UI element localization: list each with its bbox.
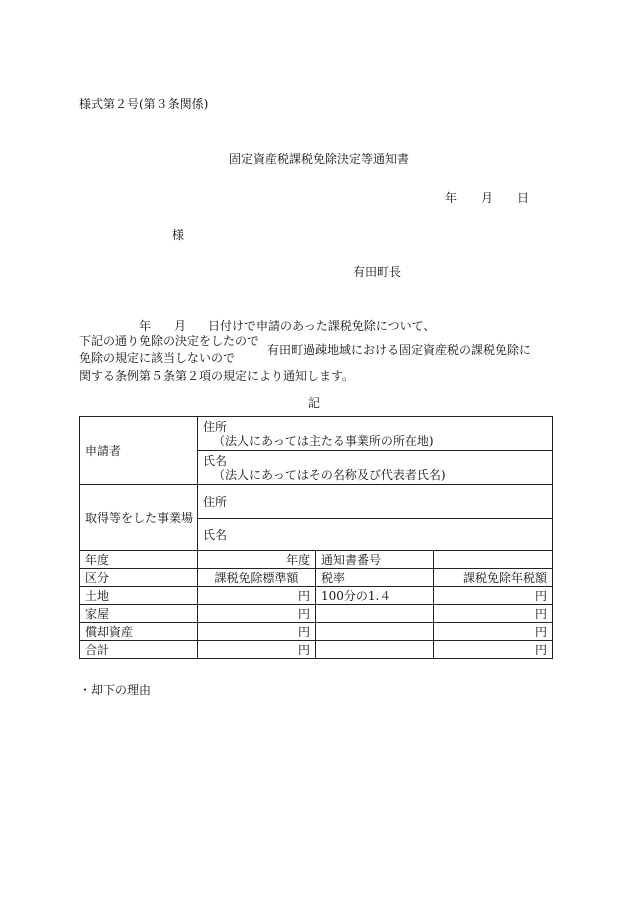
site-label: 取得等をした事業場 bbox=[80, 485, 198, 551]
row-rate: 100分の1.４ bbox=[316, 587, 434, 605]
site-address-row bbox=[80, 485, 553, 519]
annual-amount-label: 課税免除年税額 bbox=[434, 569, 553, 587]
tax-rate-label: 税率 bbox=[316, 569, 434, 587]
row-unit-standard: 円 bbox=[198, 605, 316, 623]
fiscal-year-unit: 年度 bbox=[198, 551, 316, 569]
standard-amount-label: 課税免除標準額 bbox=[198, 569, 316, 587]
applicant-name-note: （法人にあってはその名称及び代表者氏名) bbox=[213, 467, 446, 482]
applicant-name-label: 氏名 bbox=[203, 453, 228, 468]
body-option-rejected: 免除の規定に該当しないので bbox=[79, 351, 236, 365]
row-rate bbox=[316, 623, 434, 641]
row-label: 償却資産 bbox=[80, 623, 198, 641]
document-title: 固定資産税課税免除決定等通知書 bbox=[229, 152, 410, 166]
site-address-label: 住所 bbox=[198, 485, 553, 519]
ki-heading: 記 bbox=[308, 396, 321, 410]
row-label: 合計 bbox=[80, 641, 198, 659]
row-unit-standard: 円 bbox=[198, 641, 316, 659]
row-unit-annual: 円 bbox=[434, 641, 553, 659]
row-label: 家屋 bbox=[80, 605, 198, 623]
row-rate bbox=[316, 605, 434, 623]
row-unit-annual: 円 bbox=[434, 623, 553, 641]
applicant-label: 申請者 bbox=[80, 417, 198, 485]
date-year: 年 bbox=[445, 191, 458, 205]
row-rate bbox=[316, 641, 434, 659]
applicant-address-label: 住所 bbox=[203, 419, 228, 434]
body-line1: 日付けで申請のあった課税免除について、 bbox=[208, 319, 436, 333]
rejection-reason: ・却下の理由 bbox=[79, 683, 152, 697]
applicant-address-row bbox=[80, 417, 553, 451]
date-day: 日 bbox=[517, 191, 530, 205]
table-row bbox=[80, 623, 553, 641]
table-row bbox=[80, 605, 553, 623]
date-month: 月 bbox=[481, 191, 494, 205]
row-unit-annual: 円 bbox=[434, 605, 553, 623]
form-number: 様式第２号(第３条関係) bbox=[79, 97, 209, 111]
applicant-name-cell bbox=[198, 451, 553, 485]
header-row bbox=[80, 569, 553, 587]
addressee-suffix: 様 bbox=[172, 228, 185, 242]
row-unit-annual: 円 bbox=[434, 587, 553, 605]
issuer: 有田町長 bbox=[353, 265, 402, 279]
applicant-address-note: （法人にあっては主たる事業所の所在地) bbox=[213, 433, 434, 448]
row-label: 土地 bbox=[80, 587, 198, 605]
notice-table bbox=[79, 416, 553, 659]
body-ordinance: 有田町過疎地域における固定資産税の課税免除に bbox=[267, 343, 532, 357]
fiscal-year-label: 年度 bbox=[80, 551, 198, 569]
notice-number-value bbox=[434, 551, 553, 569]
body-option-approved: 下記の通り免除の決定をしたので bbox=[79, 334, 260, 348]
applicant-address-cell bbox=[198, 417, 553, 451]
row-unit-standard: 円 bbox=[198, 587, 316, 605]
row-unit-standard: 円 bbox=[198, 623, 316, 641]
category-label: 区分 bbox=[80, 569, 198, 587]
body-last-line: 関する条例第５条第２項の規定により通知します。 bbox=[79, 369, 355, 383]
notice-number-label: 通知書番号 bbox=[316, 551, 434, 569]
table-row bbox=[80, 587, 553, 605]
fiscal-year-row bbox=[80, 551, 553, 569]
body-month: 月 bbox=[174, 319, 187, 333]
site-name-label: 氏名 bbox=[198, 519, 553, 551]
body-year: 年 bbox=[139, 319, 152, 333]
table-row bbox=[80, 641, 553, 659]
